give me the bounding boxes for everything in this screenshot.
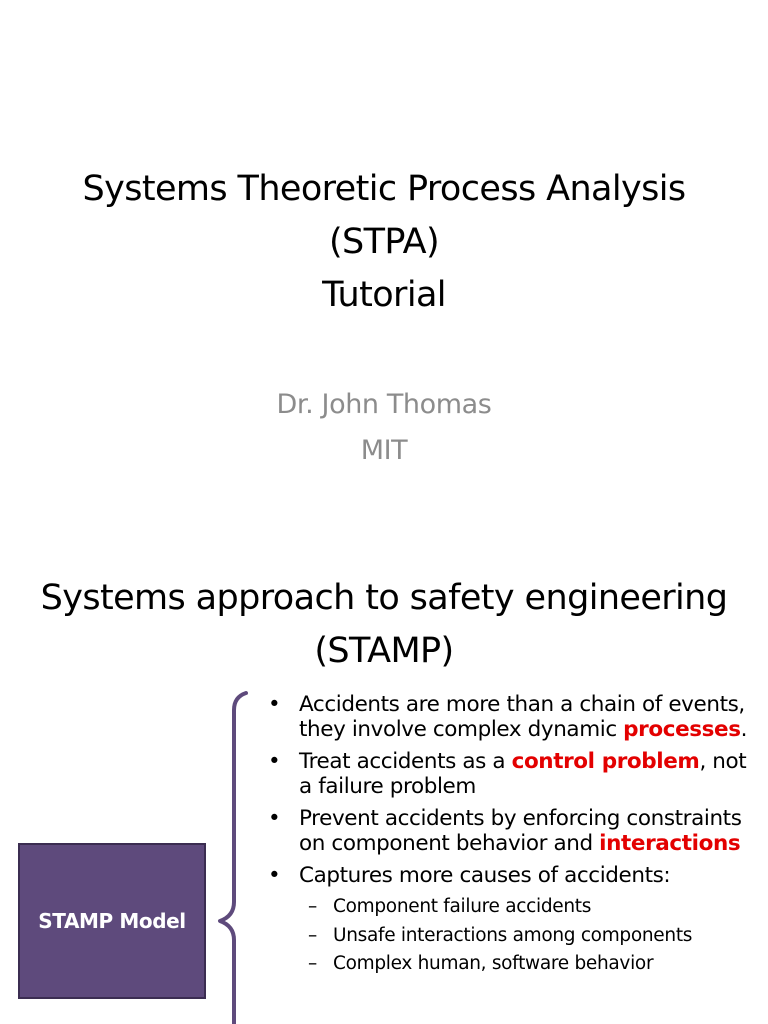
author-affiliation: MIT bbox=[360, 435, 408, 466]
bullet-text: Accidents are more than a chain of events, they involve complex dynamic bbox=[299, 692, 745, 742]
highlight-text: interactions bbox=[599, 831, 741, 856]
bullet-marker: • bbox=[268, 749, 281, 774]
author-name: Dr. John Thomas bbox=[276, 389, 492, 420]
dash-marker: – bbox=[308, 896, 317, 917]
bullet-text: Treat accidents as a bbox=[299, 749, 512, 774]
bullet-text: . bbox=[740, 717, 748, 742]
title-line: (STPA) bbox=[328, 222, 440, 262]
stamp-model-label: STAMP Model bbox=[38, 909, 186, 933]
list-item bbox=[268, 692, 758, 742]
sub-bullet-list bbox=[299, 893, 758, 979]
stamp-model-box bbox=[18, 843, 206, 999]
title-line: Systems approach to safety engineering bbox=[40, 578, 728, 618]
title-line: Tutorial bbox=[322, 275, 446, 315]
sub-bullet-text: Complex human, software behavior bbox=[333, 953, 654, 974]
author-block bbox=[0, 382, 768, 474]
slide2-title bbox=[0, 572, 768, 678]
sub-list-item bbox=[299, 950, 758, 979]
sub-bullet-text: Unsafe interactions among components bbox=[333, 924, 693, 946]
list-item bbox=[268, 749, 758, 799]
dash-marker: – bbox=[308, 953, 317, 974]
slide-title bbox=[0, 163, 768, 322]
bullet-marker: • bbox=[268, 863, 281, 888]
bullet-list bbox=[268, 692, 758, 986]
bullet-text: Prevent accidents by enforcing constraints on component behavior and bbox=[299, 806, 742, 856]
bullet-text: Captures more causes of accidents: bbox=[299, 863, 671, 888]
title-line: Systems Theoretic Process Analysis bbox=[82, 169, 686, 209]
dash-marker: – bbox=[308, 924, 317, 946]
sub-list-item bbox=[299, 893, 758, 922]
highlight-text: processes bbox=[623, 717, 741, 742]
bullet-text: , not a failure problem bbox=[299, 749, 747, 799]
list-item bbox=[268, 863, 758, 979]
bullet-marker: • bbox=[268, 806, 281, 831]
list-item bbox=[268, 806, 758, 856]
sub-bullet-text: Component failure accidents bbox=[333, 896, 592, 917]
highlight-text: control problem bbox=[511, 749, 700, 774]
sub-list-item bbox=[299, 922, 758, 951]
title-line: (STAMP) bbox=[314, 631, 454, 671]
bullet-marker: • bbox=[268, 692, 281, 717]
curly-brace-icon bbox=[208, 690, 258, 1024]
